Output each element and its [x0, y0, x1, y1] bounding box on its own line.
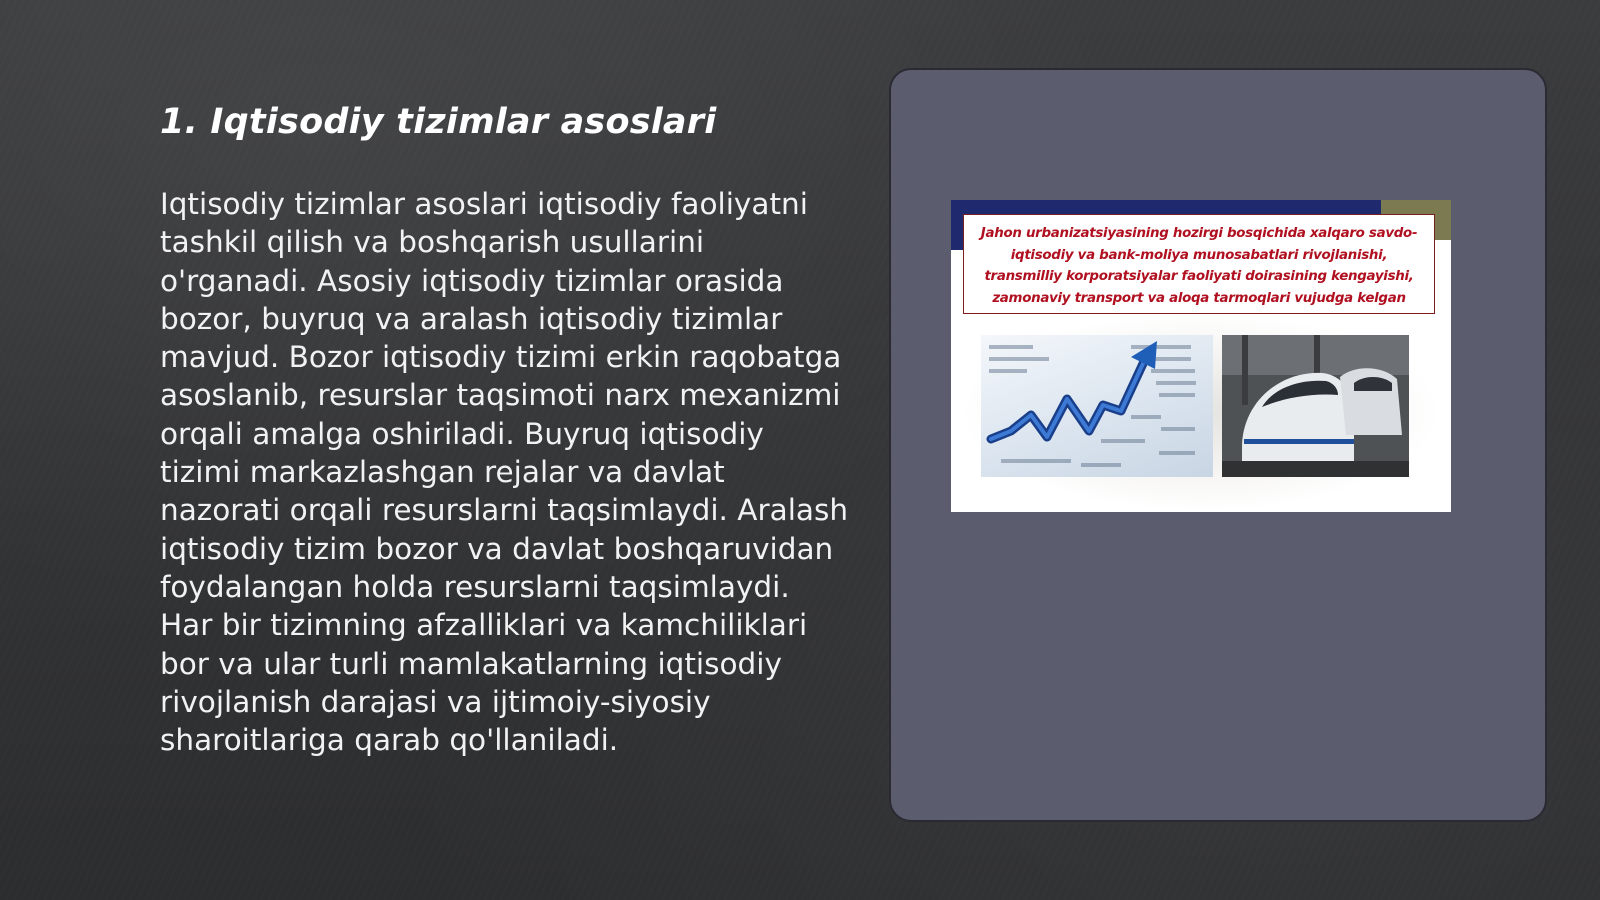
picture-caption: Jahon urbanizatsiyasining hozirgi bosqichida xalqaro savdo-iqtisodiy va bank-moliya munosabatlari rivojlanishi, transmilliy korporatsiyalar faoliyati doirasining kengayishi, zamonaviy transport va aloqa tarmoqlari vujudga kelgan: [963, 214, 1435, 314]
high-speed-train-icon: [1222, 335, 1409, 477]
body-paragraph: Iqtisodiy tizimlar asoslari iqtisodiy faoliyatni tashkil qilish va boshqarish usullarini o'rganadi. Asosiy iqtisodiy tizimlar orasida bozor, buyruq va aralash iqtisodiy tizimlar mavjud. Bozor iqtisodiy tizimi erkin raqobatga asoslanib, resurslar taqsimoti narx mexanizmi orqali amalga oshiriladi. Buyruq iqtisodiy tizimi markazlashgan rejalar va davlat nazorati orqali resurslarni taqsimlaydi. Aralash iqtisodiy tizim bozor va davlat boshqaruvidan foydalangan holda resurslarni taqsimlaydi. Har bir tizimning afzalliklari va kamchiliklari bor va ular turli mamlakatlarning iqtisodiy rivojlanish darajasi va ijtimoiy-siyosiy sharoitlariga qarab qo'llaniladi.: [160, 187, 849, 758]
slide-title: 1. Iqtisodiy tizimlar asoslari: [160, 102, 717, 142]
image-panel: [889, 68, 1547, 822]
economy-picture: [951, 200, 1451, 512]
growth-chart-icon: [981, 335, 1213, 477]
